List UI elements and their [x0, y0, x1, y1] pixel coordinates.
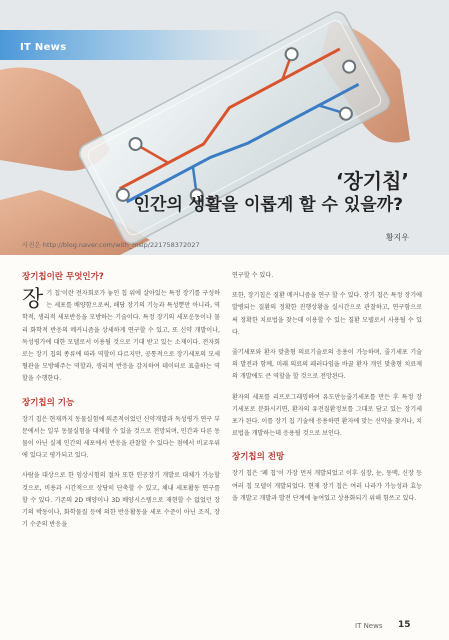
disease-model-paragraph: 또한, 장기칩은 질환 메커니즘을 연구 할 수 있다. 장기 칩은 특정 장기에 발병되는 질환의 정확한 진행상황을 실시간으로 관찰하고, 연구함으로써 정확한 치료법을 찾는데 이용할 수 있는 질환 모델로서 사용될 수 있다. [232, 292, 423, 336]
author-name: 황지우 [385, 233, 409, 242]
continued-paragraph: 연구할 수 있다. [232, 272, 274, 279]
section-tag: IT News [20, 42, 67, 53]
outlook-paragraph: 장기 칩은 ‘폐 칩’이 가장 먼저 개발되었고 이후 심장, 눈, 동맥, 신장 등 여러 칩 모델이 개발되었다. 현재 장기 칩은 여러 나라가 가능성과 효능을 개발고 개발과 발전 단계에 놓여있고 상용화되기 위해 힘쓰고 있다. [232, 470, 422, 502]
function-paragraph-1: 장기 칩은 현재까지 동물실험에 의존적이었던 신약개발과 독성평가 연구 부문에서는 일부 동물실험을 대체할 수 있을 것으로 전망되며, 인간과 다른 동물이 아닌 실제 인간의 세포에서 반응을 관찰할 수 있다는 점에서 비교우위에 있다고 평가되고 있다. [22, 415, 220, 460]
stem-cell-paragraph: 줄기세포와 환자 맞춤형 의료기술로의 응용이 가능하며, 줄기세포 기술의 발전과 함께, 미래 의료의 패러다임을 바꿀 환자 개인 맞춤형 치료제의 개발에도 큰 역할을 할 것으로 전망된다. [232, 349, 422, 381]
hero-photo [0, 0, 449, 255]
page-number: 15 [398, 620, 411, 630]
section-heading-outlook: 장기칩의 전망 [232, 452, 285, 463]
reprogramming-paragraph: 환자의 세포를 리프로그래밍하여 유도만능줄기세포를 만든 후 특정 장기세포로 분화시키면, 환자의 유전질환정보를 그대로 담고 있는 장기세포가 된다. 이를 장기 칩 기술에 응용하면 환자에 맞는 신약을 찾거나, 치료법을 개발하는데 응용될 것으로 보인다. [232, 393, 423, 438]
right-column [232, 270, 422, 505]
photo-credit: 사진은 http://blog.naver.com/with_msip/221758372027 [22, 241, 200, 249]
footer-section-tag: IT News [355, 622, 383, 630]
intro-text: 기 칩’이란 전자회로가 놓인 칩 위에 살아있는 특정 장기를 구성하는 세포를 배양함으로써, 해당 장기의 기능과 특성뿐만 아니라, 역학적, 생리적 세포반응을 모방하는 기술이다. 특정 장기의 세포운동이나 물리 화학적 반응의 메커니즘을 상세하게 연구할 수 있고, 또 신약 개발이나, 독성평가에 대한 모델로서 이용될 것으로 기대 받고 있는 소재이다. 전자회로는 장기 칩의 종류에 따라 역할이 다르지만, 공통적으로 장기세포의 모세혈관을 모방해주는 역할과, 생리적 반응을 감지하여 데이터로 표출하는 역할을 수행한다. [22, 290, 220, 383]
intro-paragraph [22, 288, 220, 386]
left-column [22, 270, 220, 531]
drop-cap: 장 [22, 287, 44, 312]
section-heading-function: 장기칩의 기능 [22, 397, 75, 408]
section-heading-what-is: 장기칩이란 무엇인가? [22, 272, 104, 282]
organ-chip-illustration [0, 0, 449, 255]
article-title-line1: ‘장기칩’ [335, 169, 409, 193]
function-paragraph-2: 사람을 대상으로 한 임상시험의 절차 또한 인공장기 개발로 대체가 가능할 것으로, 비용과 시간적으로 상당히 단축할 수 있고, 체내 세포활동 연구를 할 수 있다. 기존의 2D 배양이나 3D 배양시스템으로 재현할 수 없었던 장기의 박동이나, 화학물질 등에 의한 반응활동을 세포 수준이 아닌 조직, 장기 수준의 반응을 [22, 472, 220, 529]
article-title-line2: 인간의 생활을 이롭게 할 수 있을까? [133, 195, 403, 215]
